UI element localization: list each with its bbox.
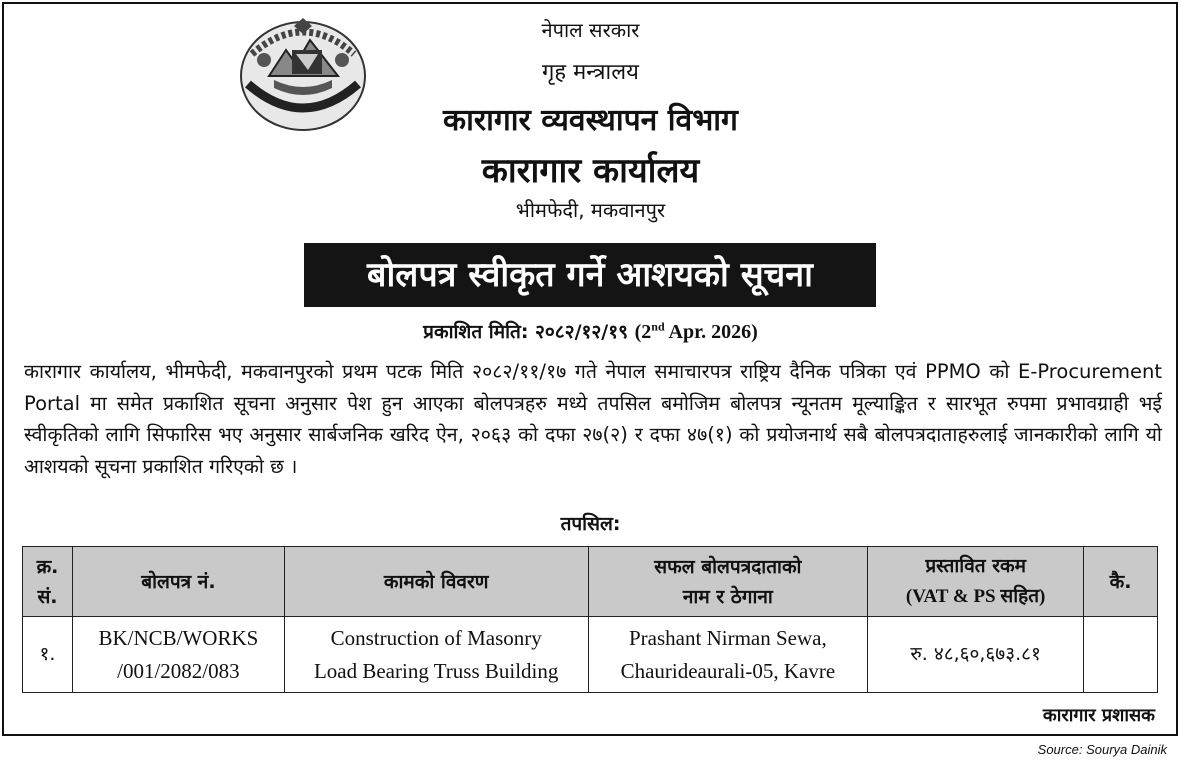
header-bidder: सफल बोलपत्रदाताको नाम र ठेगाना bbox=[588, 547, 868, 617]
ministry-name: गृह मन्त्रालय bbox=[542, 60, 639, 85]
table-row bbox=[23, 617, 1158, 693]
cell-remarks bbox=[1084, 617, 1158, 693]
notice-body: कारागार कार्यालय, भीमफेदी, मकवानपुरको प्रथम पटक मिति २०८२/११/१७ गते नेपाल समाचारपत्र राष्ट्रिय दैनिक पत्रिका एवं PPMO को E-Procurement Portal मा समेत प्रकाशित सूचना अनुसार पेश हुन आएका बोलपत्रहरु मध्ये तपसिल बमोजिम बोलपत्र न्यूनतम मूल्याङ्कित र सारभूत रुपमा प्रभावग्राही भई स्वीकृतिको लागि सिफारिस भए अनुसार सार्बजनिक खरिद ऐन, २०६३ को दफा २७(२) र दफा ४७(१) को प्रयोजनार्थ सबै बोलपत्रदाताहरुलाई जानकारीको लागि यो आशयको सूचना प्रकाशित गरिएको छ । bbox=[24, 360, 1162, 478]
details-label: तपसिल: bbox=[560, 513, 621, 535]
government-name: नेपाल सरकार bbox=[541, 18, 640, 42]
source-credit: Source: Sourya Dainik bbox=[1037, 742, 1167, 757]
department-name: कारागार व्यवस्थापन विभाग bbox=[443, 103, 738, 138]
header-amount: प्रस्तावित रकम (VAT & PS सहित) bbox=[868, 547, 1084, 617]
office-location: भीमफेदी, मकवानपुर bbox=[515, 198, 666, 222]
signature-title: कारागार प्रशासक bbox=[1042, 705, 1155, 726]
office-name: कारागार कार्यालय bbox=[481, 151, 700, 191]
tender-table bbox=[22, 546, 1158, 693]
cell-bidder: Prashant Nirman Sewa, Chaurideaurali-05, Kavre bbox=[588, 617, 868, 693]
cell-amount: रु. ४८,६०,६७३.८१ bbox=[868, 617, 1084, 693]
cell-work-description: Construction of Masonry Load Bearing Truss Building bbox=[284, 617, 588, 693]
cell-serial-no: १. bbox=[23, 617, 73, 693]
cell-bid-no: BK/NCB/WORKS /001/2082/083 bbox=[72, 617, 284, 693]
header-remarks: कै. bbox=[1084, 547, 1158, 617]
table-header-row bbox=[23, 547, 1158, 617]
header-serial-no: क्र. सं. bbox=[23, 547, 73, 617]
published-label: प्रकाशित मिति: bbox=[423, 321, 529, 343]
header-work-description: कामको विवरण bbox=[284, 547, 588, 617]
published-date-en: (2nd Apr. 2026) bbox=[634, 319, 758, 343]
header-bid-no: बोलपत्र नं. bbox=[72, 547, 284, 617]
published-date-line bbox=[0, 318, 1181, 344]
notice-title: बोलपत्र स्वीकृत गर्ने आशयको सूचना bbox=[304, 243, 876, 307]
published-date-np: २०८२/१२/१९ bbox=[535, 321, 628, 343]
